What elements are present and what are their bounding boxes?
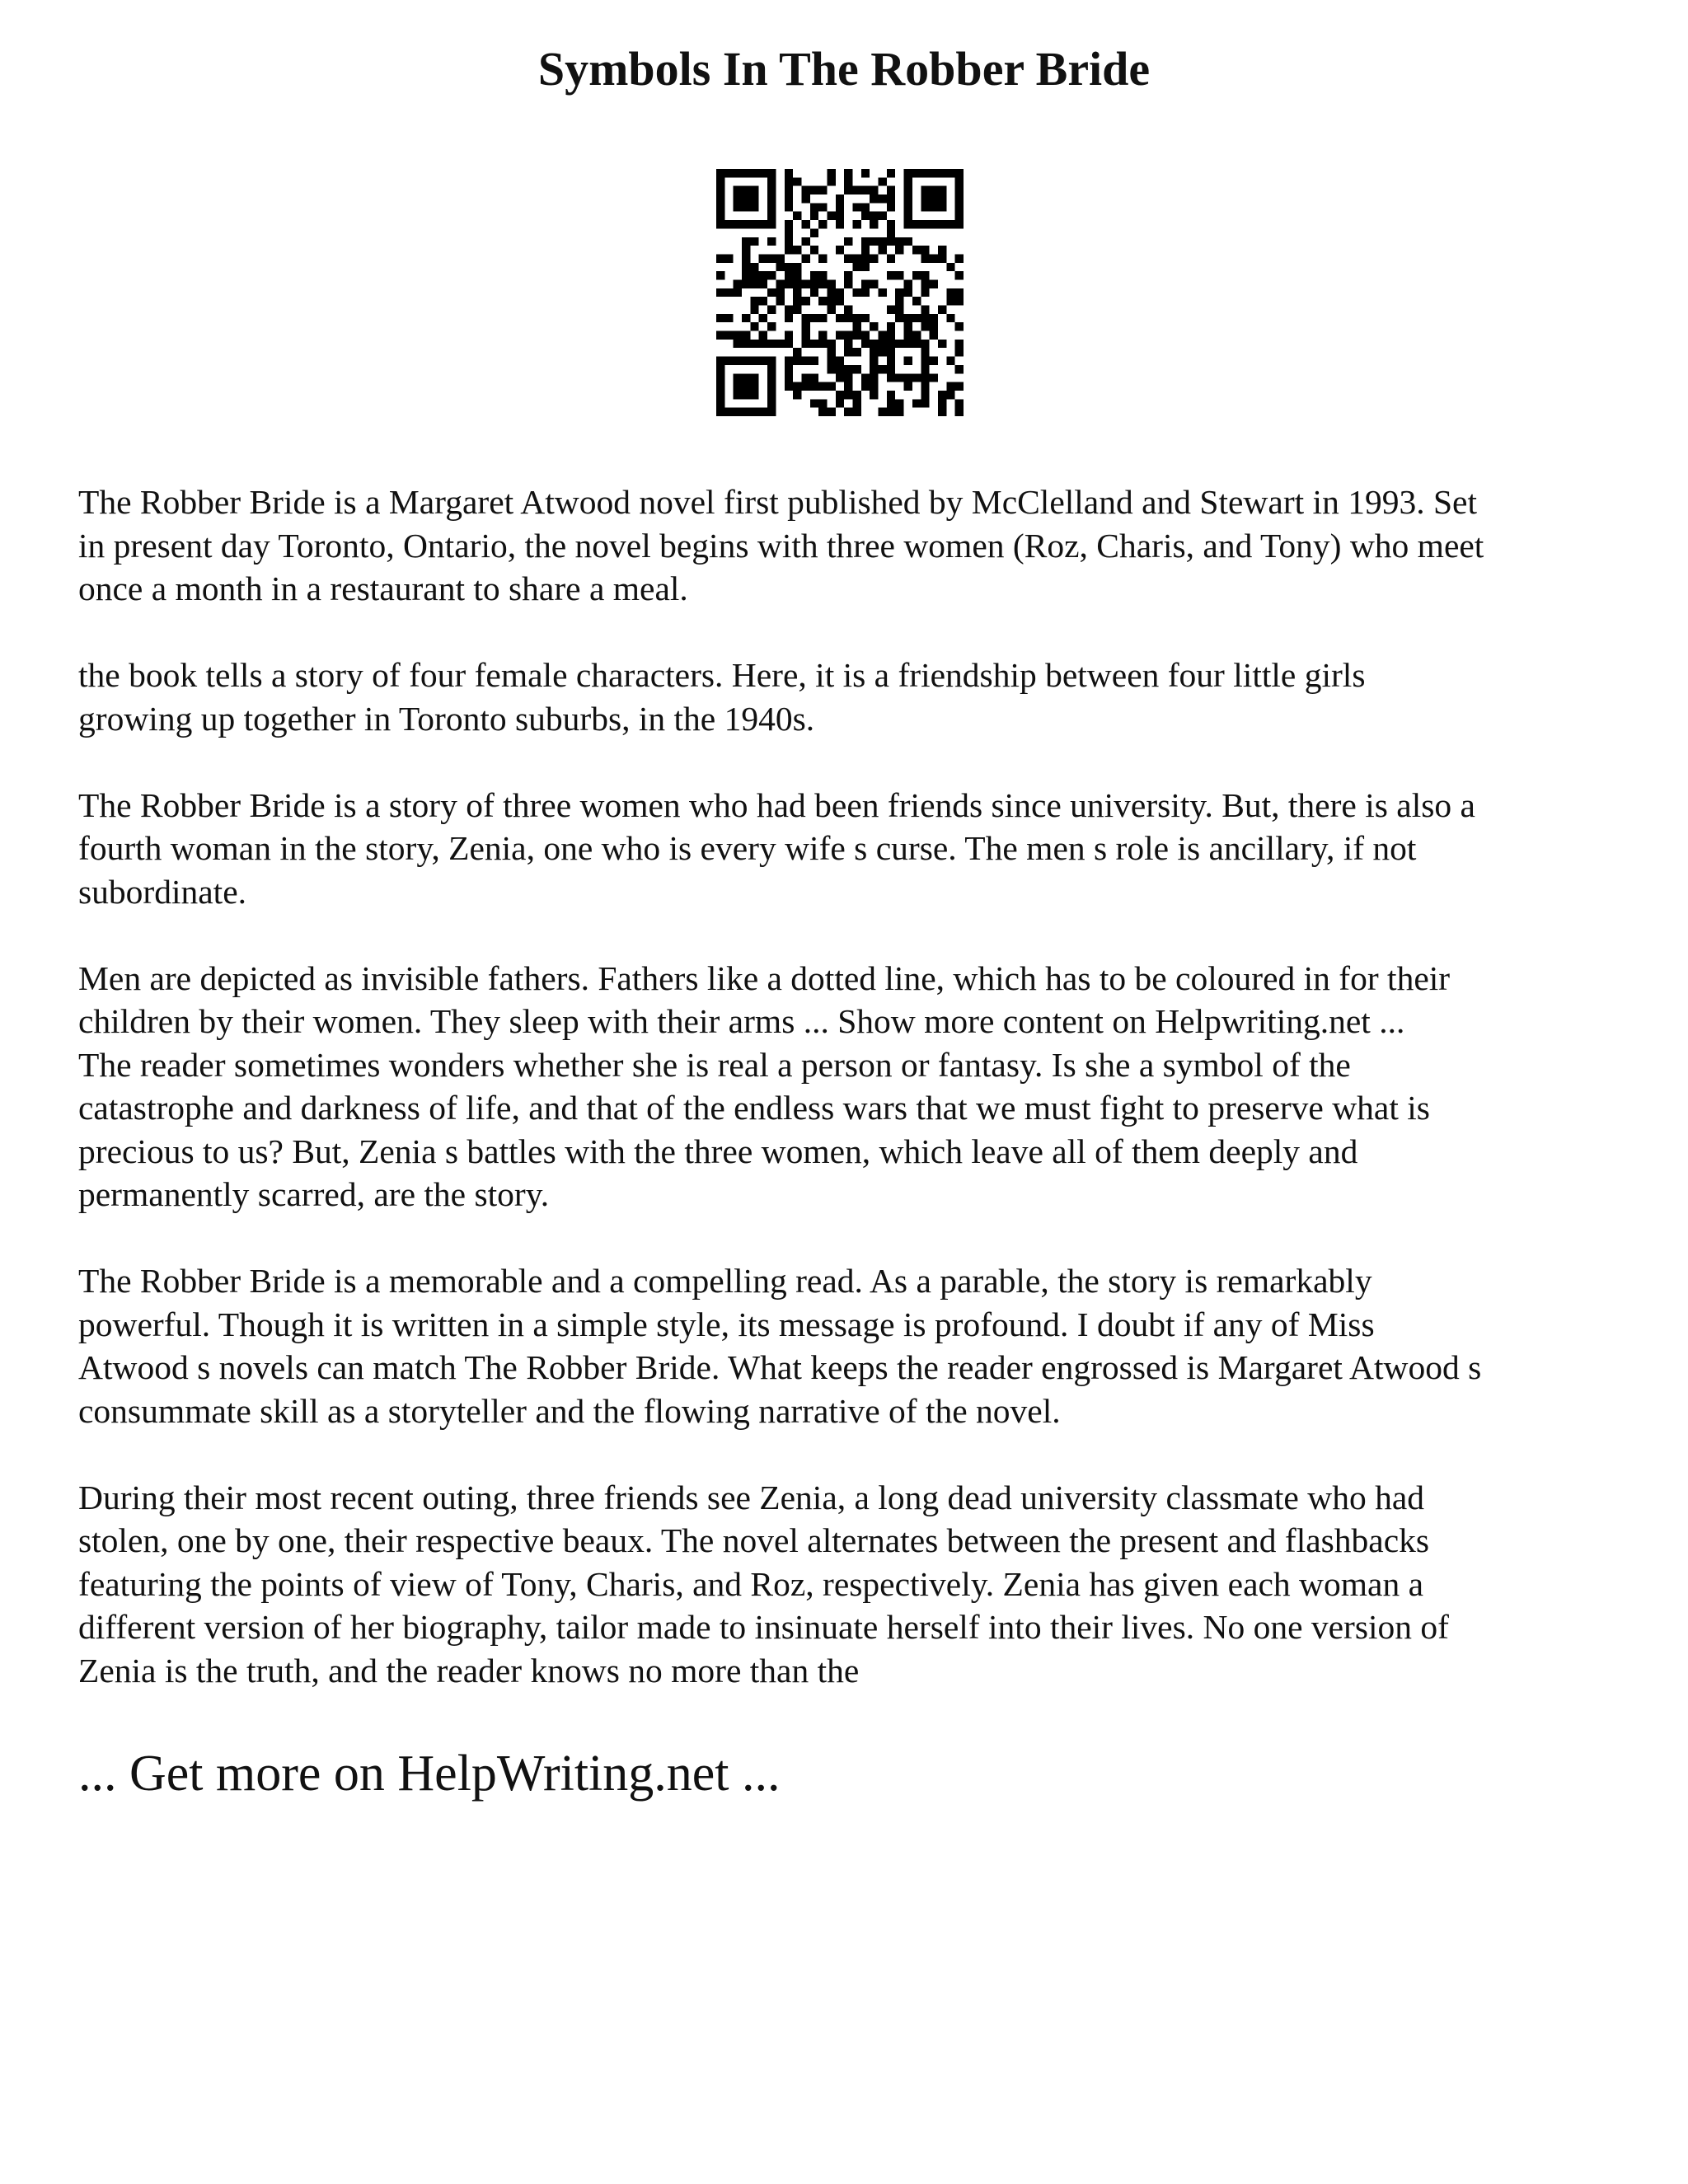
qr-code-icon [716,169,964,416]
paragraph: The Robber Bride is a story of three women who had been friends since university. But, there is also a fourth woman in the story, Zenia, one who is every wife s curse. The men s role is ancillary, if not subordinate. [78,785,1475,911]
paragraph: The Robber Bride is a memorable and a compelling read. As a parable, the story is remarkably powerful. Though it is written in a simple style, its message is profound. I doubt if any of Miss Atwood s novels can match The Robber Bride. What keeps the reader engrossed is Margaret Atwood s consummate skill as a storyteller and the flowing narrative of the novel. [78,1262,1482,1430]
paragraph: The Robber Bride is a Margaret Atwood novel first published by McClelland and Stewart in 1993. Set in present day Toronto, Ontario, the novel begins with three women (Roz, Charis, and Tony) who meet once a month in a restaurant to share a meal. [78,483,1484,607]
paragraph: During their most recent outing, three friends see Zenia, a long dead university classmate who had stolen, one by one, their respective beaux. The novel alternates between the present and flashbacks featuring the points of view of Tony, Charis, and Roz, respectively. Zenia has given each woman a different version of her biography, tailor made to insinuate herself into their lives. No one version of Zenia is the truth, and the reader knows no more than the [78,1478,1449,1690]
paragraph: the book tells a story of four female characters. Here, it is a friendship between four little girls growing up together in Toronto suburbs, in the 1940s. [78,656,1366,738]
article-body [78,480,1628,1736]
paragraph: Men are depicted as invisible fathers. Fathers like a dotted line, which has to be coloured in for their children by their women. They sleep with their arms ... Show more content on Helpwriting.net ... The reader sometimes wonders whether she is real a person or fantasy. Is she a symbol of the catastrophe and darkness of life, and that of the endless wars that we must fight to preserve what is precious to us? But, Zenia s battles with the three women, which leave all of them deeply and permanently scarred, are the story. [78,958,1451,1213]
get-more-link[interactable]: ... Get more on HelpWriting.net ... [78,1746,781,1802]
page-title: Symbols In The Robber Bride [537,42,1151,96]
